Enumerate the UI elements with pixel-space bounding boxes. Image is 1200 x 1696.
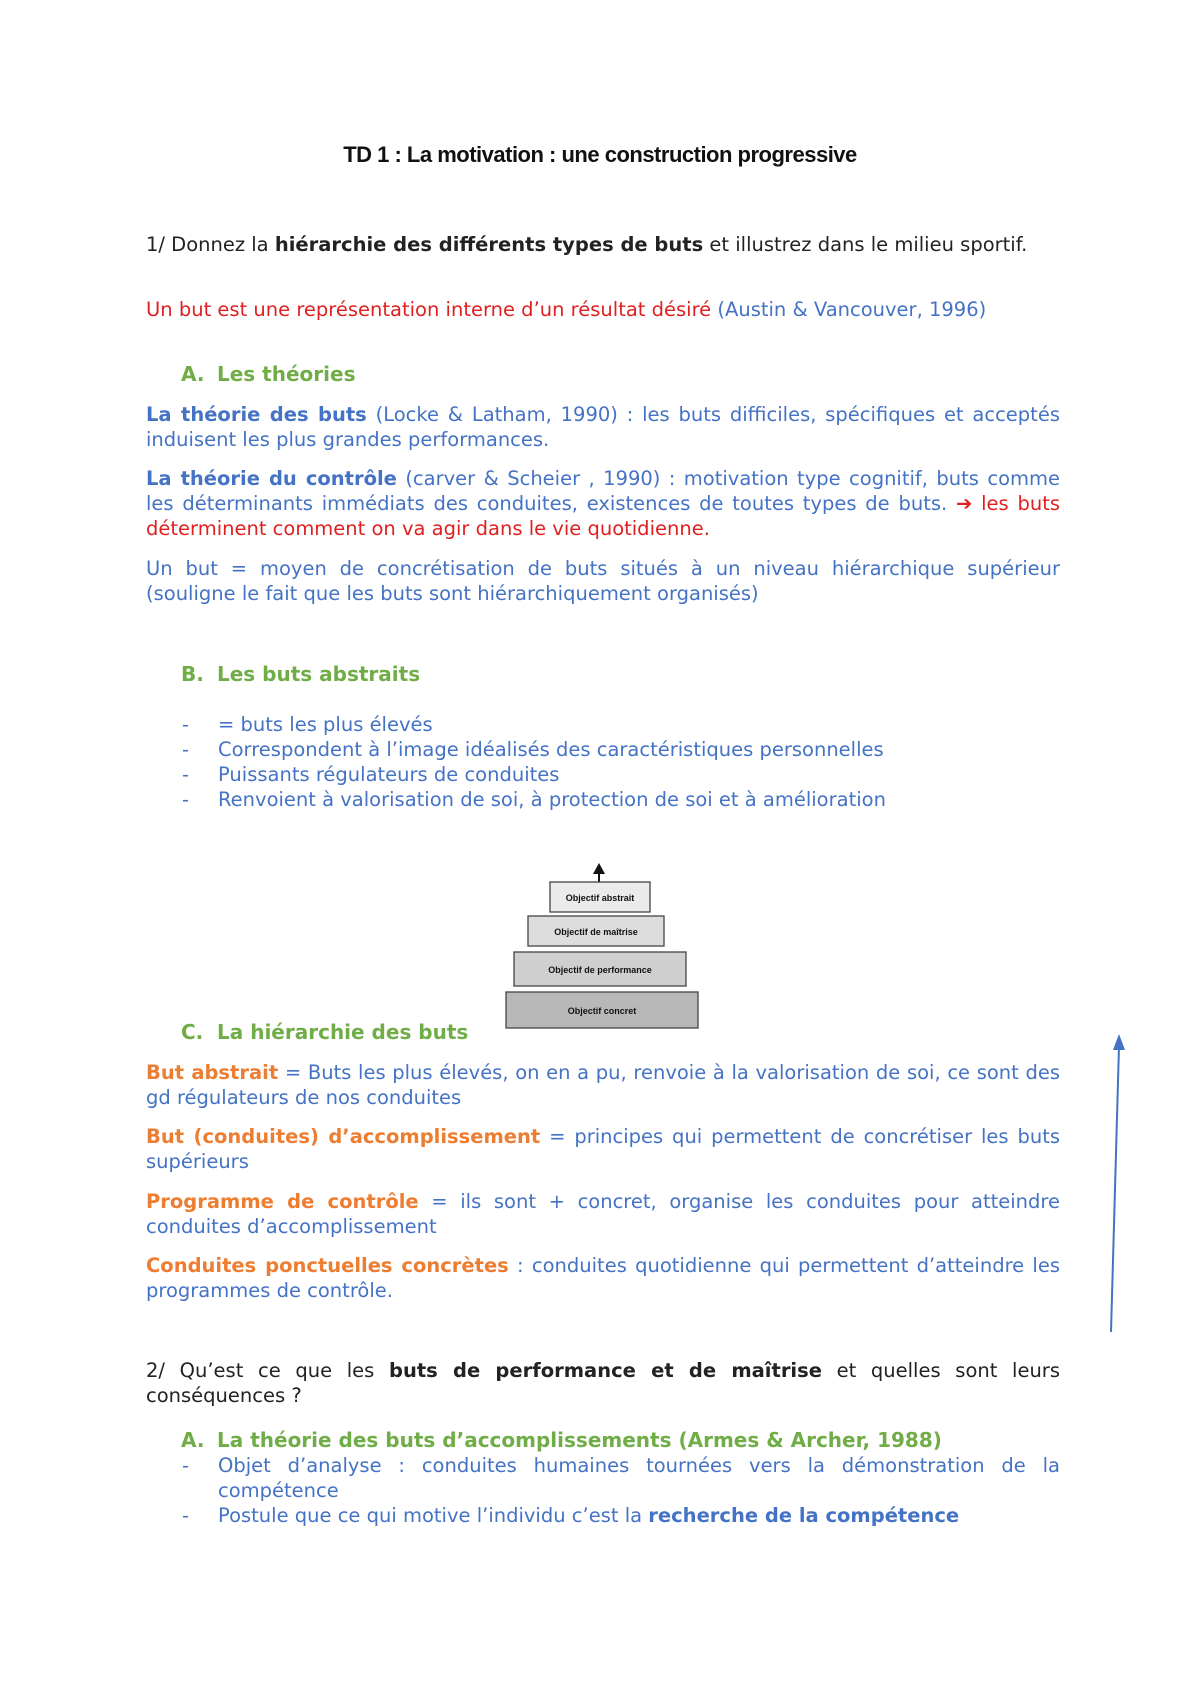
hierarchy-entry [146, 1060, 1060, 1110]
list-dash: - [182, 763, 190, 786]
theory-of-goals-term: La théorie des buts [146, 403, 367, 426]
list-dash: - [182, 788, 190, 811]
list-item [146, 1453, 1060, 1503]
page-title: TD 1 : La motivation : une construction progressive [343, 142, 857, 167]
list-item [146, 1503, 1060, 1528]
hierarchy-arrow [1100, 1030, 1140, 1336]
goal-definition [146, 297, 1060, 322]
list-dash: - [182, 1454, 190, 1477]
list-item-text: Puissants régulateurs de conduites [218, 763, 560, 786]
hierarchy-entry [146, 1253, 1060, 1303]
section-c-heading [181, 1020, 468, 1044]
list-dash: - [182, 713, 190, 736]
section-b-title: Les buts abstraits [217, 662, 421, 686]
goal-means-paragraph [146, 556, 1060, 606]
control-theory-paragraph [146, 466, 1060, 541]
goal-means-text: Un but = moyen de concrétisation de buts situés à un niveau hiérarchique supérieur (souligne le fait que les buts sont hiérarchiquement organisés) [146, 557, 1060, 605]
goal-hierarchy-pyramid [492, 860, 704, 1042]
list-item-text: Postule que ce qui motive l’individu c’est la [218, 1504, 649, 1527]
section-b-letter: B. [181, 662, 204, 686]
question-2 [146, 1358, 1060, 1408]
section-b-heading [181, 662, 420, 686]
competence-search-bold: recherche de la compétence [648, 1504, 960, 1527]
list-dash: - [182, 1504, 190, 1527]
question-1-bold: hiérarchie des différents types de buts [274, 233, 704, 256]
hierarchy-entry [146, 1124, 1060, 1174]
hierarchy-entry-term: But abstrait [146, 1061, 279, 1084]
pyramid-label-concrete: Objectif concret [567, 1006, 637, 1016]
control-theory-term: La théorie du contrôle [146, 467, 397, 490]
pyramid-label-performance: Objectif de performance [548, 965, 652, 975]
question-1 [146, 232, 1060, 257]
hierarchy-entry-text: = principes qui permettent de concrétiser les buts supérieurs [146, 1125, 1061, 1173]
theory-of-goals-paragraph [146, 402, 1060, 452]
hierarchy-entry [146, 1189, 1060, 1239]
list-item-text: Objet d’analyse : conduites humaines tournées vers la démonstration de la compétence [218, 1454, 1060, 1502]
control-theory-conclusion: les buts déterminent comment on va agir dans le vie quotidienne. [146, 492, 1061, 540]
list-item [146, 787, 1060, 812]
hierarchy-entry-term: Programme de contrôle [146, 1190, 419, 1213]
theory-of-goals-text: (Locke & Latham, 1990) : les buts difficiles, spécifiques et acceptés induisent les plus grandes performances. [146, 403, 1060, 451]
arrow-right-icon: ➔ [955, 492, 973, 515]
control-theory-text: (carver & Scheier , 1990) : motivation type cognitif, buts comme les déterminants immédiats des conduites, existences de toutes types de buts. [146, 467, 1060, 515]
question-2-prefix: 2/ Qu’est ce que les [146, 1359, 389, 1382]
abstract-goals-list [146, 712, 1060, 812]
section-c-title: La hiérarchie des buts [217, 1020, 469, 1044]
pyramid-label-abstract: Objectif abstrait [565, 893, 635, 903]
list-item-text: Correspondent à l’image idéalisés des caractéristiques personnelles [218, 738, 884, 761]
q2-section-a-heading [181, 1428, 942, 1452]
q2-section-a-letter: A. [181, 1428, 205, 1452]
question-2-suffix: et quelles sont leurs conséquences ? [146, 1359, 1060, 1407]
goal-definition-reference: (Austin & Vancouver, 1996) [711, 298, 987, 321]
hierarchy-entry-term: Conduites ponctuelles concrètes [146, 1254, 509, 1277]
hierarchy-arrow-shaft [1111, 1046, 1119, 1332]
section-a-title: Les théories [217, 362, 356, 386]
list-dash: - [182, 738, 190, 761]
q2-section-a-title: La théorie des buts d’accomplissements (Armes & Archer, 1988) [217, 1428, 942, 1452]
arrow-up-icon [1113, 1034, 1125, 1050]
question-2-bold: buts de performance et de maîtrise [388, 1359, 822, 1382]
section-c-letter: C. [181, 1020, 204, 1044]
question-1-prefix: 1/ Donnez la [146, 233, 275, 256]
pyramid-label-mastery: Objectif de maîtrise [554, 927, 638, 937]
list-item [146, 737, 1060, 762]
section-a-letter: A. [181, 362, 205, 386]
section-a-heading [181, 362, 355, 386]
hierarchy-entry-text: : conduites quotidienne qui permettent d’atteindre les programmes de contrôle. [146, 1254, 1060, 1302]
list-item [146, 712, 1060, 737]
hierarchy-entry-term: But (conduites) d’accomplissement [146, 1125, 541, 1148]
goal-definition-text: Un but est une représentation interne d’un résultat désiré [146, 298, 712, 321]
achievement-goals-list [146, 1453, 1060, 1528]
hierarchy-entry-text: = Buts les plus élevés, on en a pu, renvoie à la valorisation de soi, ce sont des gd régulateurs de nos conduites [146, 1061, 1060, 1109]
question-1-suffix: et illustrez dans le milieu sportif. [703, 233, 1028, 256]
list-item-text: Renvoient à valorisation de soi, à protection de soi et à amélioration [218, 788, 886, 811]
hierarchy-entry-text: = ils sont + concret, organise les conduites pour atteindre conduites d’accomplissement [146, 1190, 1060, 1238]
list-item [146, 762, 1060, 787]
list-item-text: = buts les plus élevés [218, 713, 433, 736]
